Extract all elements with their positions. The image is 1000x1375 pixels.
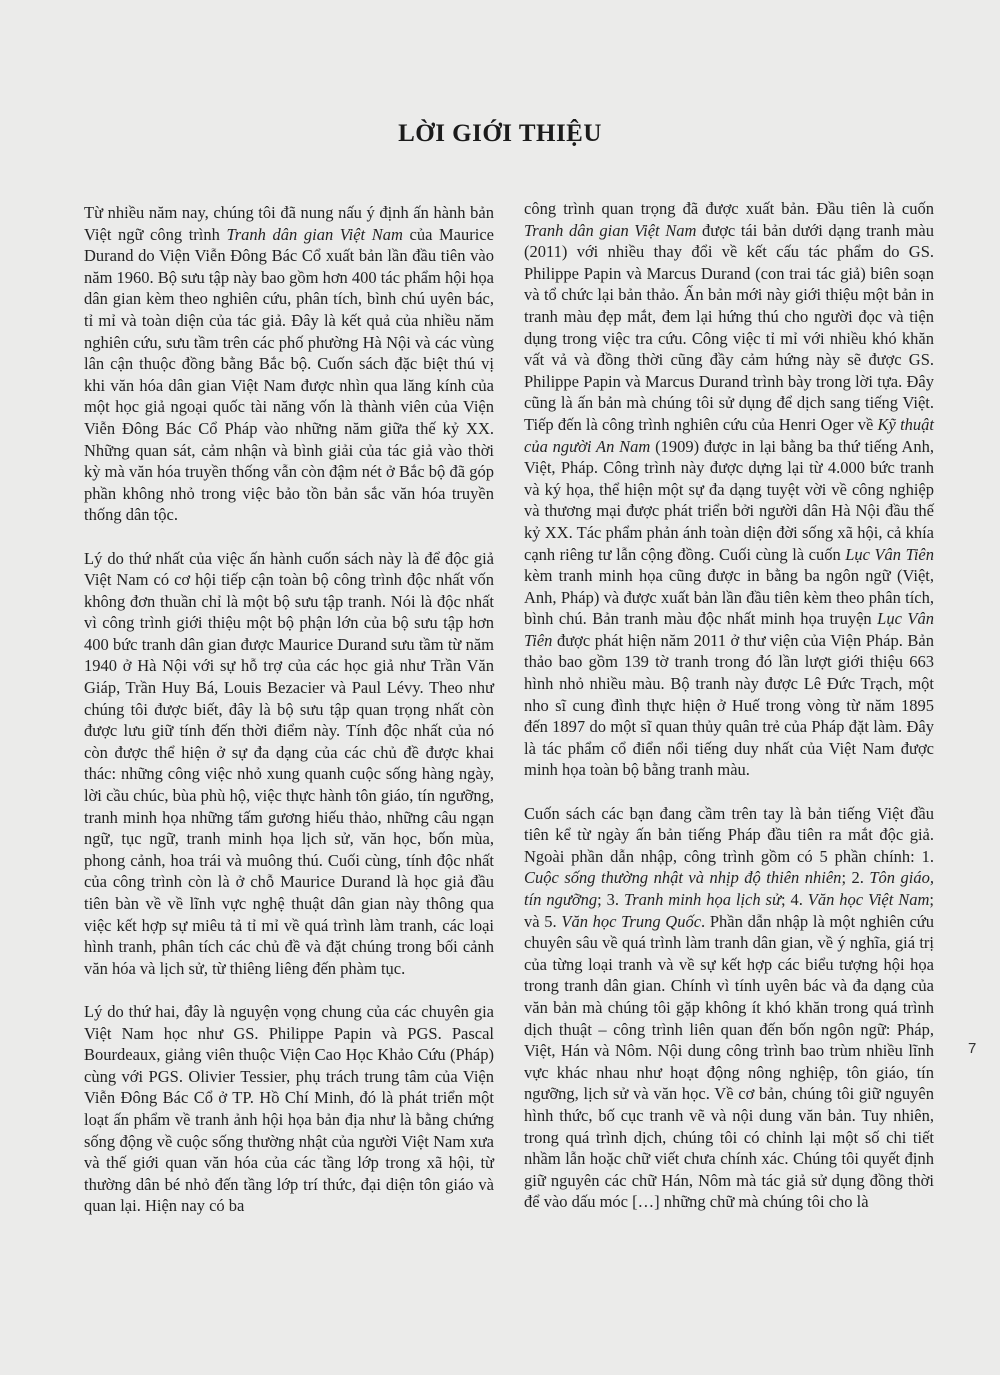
paragraph-3: Lý do thứ hai, đây là nguyện vọng chung của các chuyên gia Việt Nam học như GS. Philippe Papin và PGS. Pascal Bourdeaux, giảng viên thuộc Viện Cao Học Khảo Cứu (Pháp) cùng với PGS. Olivier Tessier, phụ trách trung tâm của Viện Viễn Đông Bác Cổ ở TP. Hồ Chí Minh, đó là phát triển một loạt ấn phẩm về tranh ảnh hội họa bản địa như là bằng chứng sống động về cuộc sống thường nhật của người Việt Nam xưa và thế giới quan văn hóa của các tầng lớp trong xã hội, từ thường dân bé nhỏ đến tầng lớp trí thức, đại diện tôn giáo và quan lại. Hiện nay có ba bbox=[84, 1001, 494, 1216]
page-number: 7 bbox=[968, 1040, 977, 1057]
page-title: LỜI GIỚI THIỆU bbox=[398, 120, 602, 147]
paragraph-2: Lý do thứ nhất của việc ấn hành cuốn sách này là để độc giả Việt Nam có cơ hội tiếp cận toàn bộ công trình độc nhất vốn không đơn thuần chỉ là một bộ sưu tập tranh. Nói là độc nhất vì công trình giới thiệu một bộ phận lớn của bộ sưu tập hơn 400 bức tranh dân gian được Maurice Durand sưu tầm từ năm 1940 ở Hà Nội với sự hỗ trợ của các học giả như Trần Văn Giáp, Trần Huy Bá, Louis Bezacier và Paul Lévy. Theo như chúng tôi được biết, đây là bộ sưu tập quan trọng nhất còn được lưu giữ tính đến thời điểm này. Tính độc nhất của nó còn được thể hiện ở sự đa dạng của các chủ đề được khai thác: những công việc nhỏ xung quanh cuộc sống hàng ngày, lời cầu chúc, bùa phù hộ, việc thực hành tôn giáo, tín ngưỡng, tranh minh họa những tấm gương hiếu thảo, những câu ngạn ngữ, tục ngữ, tranh minh họa lịch sử, văn học, bốn mùa, phong cảnh, hoa trái và muông thú. Cuối cùng, tính độc nhất của công trình còn là ở chỗ Maurice Durand là học giả đầu tiên bàn về về lĩnh vực nghệ thuật dân gian này thông qua việc kết hợp sự miêu tả tỉ mỉ về quá trình làm tranh, các loại hình tranh, phân tích các chủ đề và đặt chúng trong bối cảnh văn hóa và lịch sử, từ thiêng liêng đến phàm tục. bbox=[84, 548, 494, 978]
paragraph-5: Cuốn sách các bạn đang cầm trên tay là bản tiếng Việt đầu tiên kể từ ngày ấn bản tiếng Pháp đầu tiên ra mắt độc giả. Ngoài phần dẫn nhập, công trình gồm có 5 phần chính: 1. Cuộc sống thường nhật và nhịp độ thiên nhiên; 2. Tôn giáo, tín ngưỡng; 3. Tranh minh họa lịch sử; 4. Văn học Việt Nam; và 5. Văn học Trung Quốc. Phần dẫn nhập là một nghiên cứu chuyên sâu về quá trình làm tranh dân gian, về ý nghĩa, giá trị của từng loại tranh và về sự kết hợp các biểu tượng hội họa trong tranh dân gian. Chính vì tính uyên bác và đa dạng của văn bản mà chúng tôi gặp không ít khó khăn trong quá trình dịch thuật – công trình liên quan đến bốn ngôn ngữ: Pháp, Việt, Hán và Nôm. Nội dung công trình bao trùm nhiều lĩnh vực khác nhau như hoạt động nông nghiệp, tôn giáo, tín ngưỡng, lịch sử và văn học. Về cơ bản, chúng tôi giữ nguyên hình thức, bố cục tranh vẽ và nội dung văn bản. Tuy nhiên, trong quá trình dịch, chúng tôi có chỉnh lại một số chi tiết nhầm lẫn hoặc chữ viết chưa chính xác. Chúng tôi quyết định giữ nguyên các chữ Hán, Nôm mà tác giả sử dụng đồng thời để vào dấu móc […] những chữ mà chúng tôi cho là bbox=[524, 803, 935, 1212]
right-column bbox=[524, 198, 934, 1235]
left-column bbox=[84, 202, 494, 1239]
paragraph-4: công trình quan trọng đã được xuất bản. Đầu tiên là cuốn Tranh dân gian Việt Nam được tái bản dưới dạng tranh màu (2011) với nhiều thay đổi về kết cấu tác phẩm do GS. Philippe Papin và Marcus Durand (con trai tác giả) biên soạn và tổ chức lại bản thảo. Ấn bản mới này giới thiệu một bản in tranh màu đẹp mắt, đem lại hứng thú cho người đọc và tiện dụng trong việc tra cứu. Công việc tỉ mỉ với nhiều khó khăn vất vả và đồng thời cũng đầy cảm hứng này sẽ được GS. Philippe Papin và Marcus Durand trình bày trong lời tựa. Đây cũng là ấn bản mà chúng tôi sử dụng để dịch sang tiếng Việt. Tiếp đến là công trình nghiên cứu của Henri Oger về Kỹ thuật của người An Nam (1909) được in lại bằng ba thứ tiếng Anh, Việt, Pháp. Công trình này được dựng lại từ 4.000 bức tranh và ký họa, thể hiện một sự đa dạng tuyệt vời về công nghiệp và thương mại được phát triển bởi người dân Hà Nội đầu thế kỷ XX. Tác phẩm phản ánh toàn diện đời sống xã hội, cả khía cạnh riêng tư lẫn cộng đồng. Cuối cùng là cuốn Lục Vân Tiên kèm tranh minh họa cũng được in bằng ba ngôn ngữ (Việt, Anh, Pháp) và được xuất bản lần đầu tiên kèm theo phân tích, bình chú. Bản tranh màu độc nhất minh họa truyện Lục Vân Tiên được phát hiện năm 2011 ở thư viện của Viện Pháp. Bản thảo bao gồm 139 tờ tranh trong đó lần lượt giới thiệu 663 hình nhỏ nhiều màu. Bộ tranh này được Lê Đức Trạch, một nho sĩ cung đình thực hiện ở Huế trong vòng từ năm 1895 đến 1897 do một sĩ quan thủy quân trẻ của Pháp đặt làm. Đây là tác phẩm cổ điển nổi tiếng duy nhất của Việt Nam được minh họa toàn bộ bằng tranh màu. bbox=[524, 199, 935, 780]
paragraph-1: Từ nhiều năm nay, chúng tôi đã nung nấu ý định ấn hành bản Việt ngữ công trình Tranh dân gian Việt Nam của Maurice Durand do Viện Viễn Đông Bác Cổ xuất bản lần đầu tiên vào năm 1960. Bộ sưu tập này bao gồm hơn 400 tác phẩm hội họa dân gian kèm theo nghiên cứu, phân tích, bình chú uyên bác, tỉ mỉ và toàn diện của tác giả. Đây là kết quả của nhiều năm nghiên cứu, sưu tầm trên các phố phường Hà Nội và các vùng lân cận thuộc đồng bằng Bắc bộ. Cuốn sách đặc biệt thú vị khi văn hóa dân gian Việt Nam được nhìn qua lăng kính của một học giả ngoại quốc tài năng vốn là thành viên của Viện Viễn Đông Bác Cổ Pháp vào những năm giữa thế kỷ XX. Những quan sát, cảm nhận và bình giải của tác giả vào thời kỳ mà văn hóa truyền thống vẫn còn đậm nét ở Bắc bộ đã góp phần không nhỏ trong việc bảo tồn bản sắc văn hóa truyền thống dân tộc. bbox=[84, 203, 494, 525]
